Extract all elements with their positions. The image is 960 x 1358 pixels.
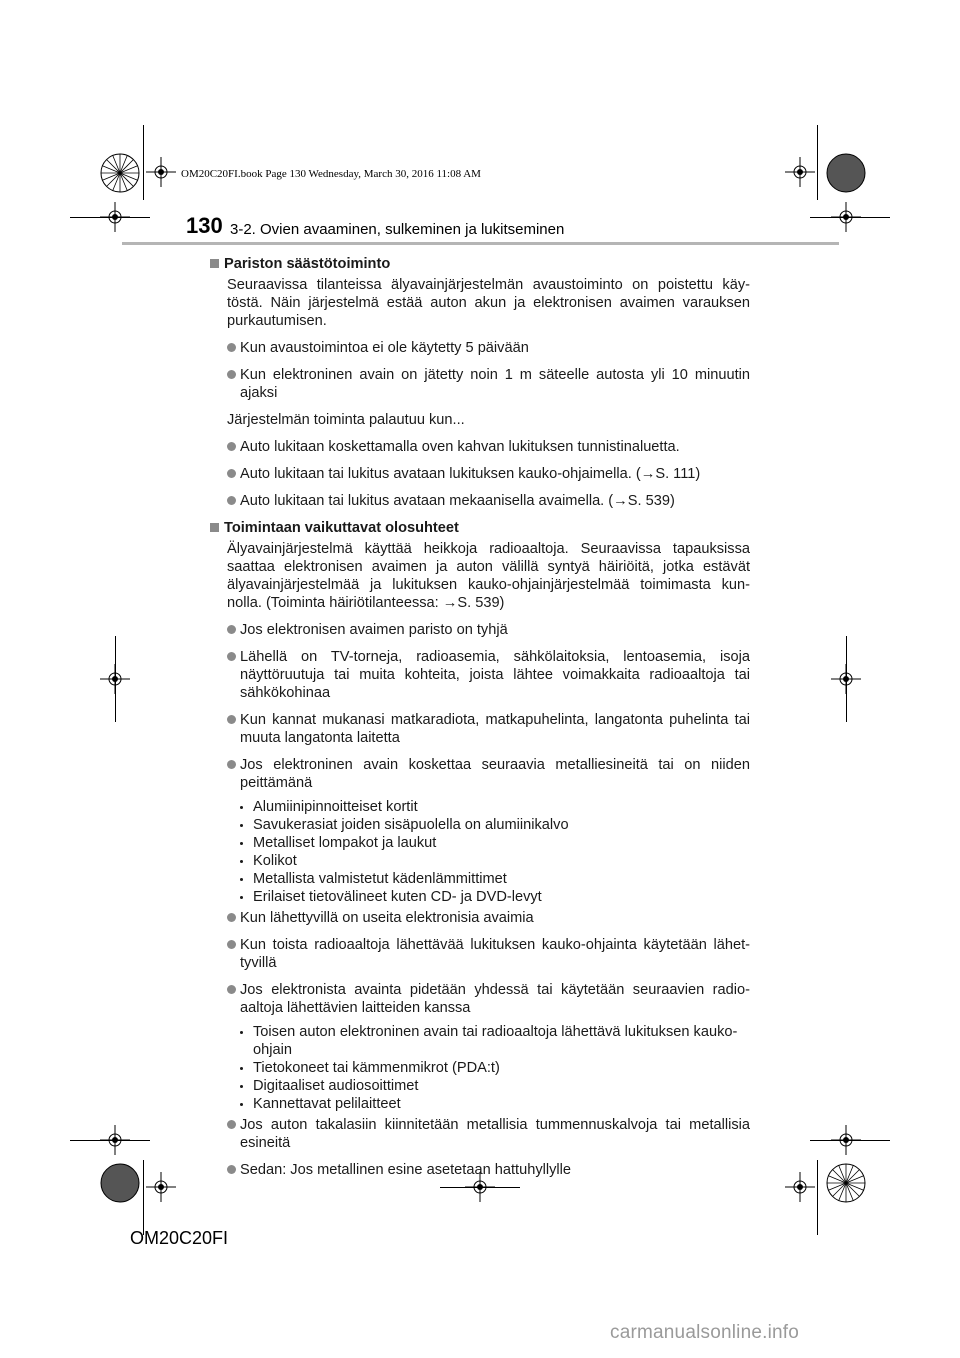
heading-operating-conditions: Toimintaan vaikuttavat olosuhteet bbox=[210, 519, 750, 537]
circle-bullet-icon bbox=[227, 469, 236, 478]
crosshair-icon bbox=[100, 1125, 130, 1155]
crop-line bbox=[143, 125, 144, 200]
crop-line bbox=[817, 1160, 818, 1235]
circle-bullet-icon bbox=[227, 940, 236, 949]
sub-list-item: Metalliset lompakot ja laukut bbox=[240, 834, 750, 852]
circle-bullet-icon bbox=[227, 715, 236, 724]
list-item: Kun toista radioaaltoja lähettävää lukituksen kauko-ohjainta käytetään lähet-tyvillä bbox=[227, 936, 750, 972]
square-bullet-icon bbox=[210, 523, 219, 532]
list-item: Auto lukitaan koskettamalla oven kahvan lukituksen tunnistinaluetta. bbox=[227, 438, 750, 456]
crosshair-icon bbox=[100, 202, 130, 232]
page-number: 130 bbox=[186, 213, 223, 238]
crosshair-icon bbox=[831, 1125, 861, 1155]
paragraph: Seuraavissa tilanteissa älyavainjärjestelmän avaustoiminto on poistettu käy-töstä. Näin järjestelmä estää auton akun ja elektronisen avaimen varauksen purkautumisen. bbox=[227, 277, 750, 329]
list-item: Jos elektronista avainta pidetään yhdessä tai käytetään seuraavien radio-aaltoja lähettävien laitteiden kanssa bbox=[227, 981, 750, 1017]
list-item: Lähellä on TV-torneja, radioasemia, sähkölaitoksia, lentoasemia, isoja näyttöruutuja tai muita kohteita, joista lähtee voimakkaita radioaaltoja tai sähkökohinaa bbox=[227, 648, 750, 702]
list-item: Jos elektroninen avain koskettaa seuraavia metalliesineitä tai on niiden peittämänä bbox=[227, 756, 750, 792]
section-title: 3-2. Ovien avaaminen, sulkeminen ja lukitseminen bbox=[230, 221, 565, 238]
circle-bullet-icon bbox=[227, 442, 236, 451]
heading-battery-saver: Pariston säästötoiminto bbox=[210, 255, 750, 273]
sub-list-item: Metallista valmistetut kädenlämmittimet bbox=[240, 870, 750, 888]
crosshair-icon bbox=[146, 157, 176, 187]
circle-bullet-icon bbox=[227, 985, 236, 994]
sub-list-item: Kolikot bbox=[240, 852, 750, 870]
rosette-icon bbox=[826, 153, 866, 193]
sub-list-item: Tietokoneet tai kämmenmikrot (PDA:t) bbox=[240, 1059, 750, 1077]
circle-bullet-icon bbox=[227, 652, 236, 661]
paragraph: Älyavainjärjestelmä käyttää heikkoja radioaaltoja. Seuraavissa tapauksissa saattaa elektronisen avaimen ja auton välillä syntyä häiriöitä, jotka estävät älyavainjärjestelmää ja lukituksen kauko-ohjainjärjestelmää toimimasta kun-nolla. (Toiminta häiriötilanteessa: →S. 539) bbox=[227, 541, 750, 611]
circle-bullet-icon bbox=[227, 1120, 236, 1129]
page-content bbox=[210, 255, 750, 1188]
circle-bullet-icon bbox=[227, 760, 236, 769]
watermark: carmanualsonline.info bbox=[610, 1322, 800, 1343]
crosshair-icon bbox=[831, 202, 861, 232]
list-item: Kun lähettyvillä on useita elektronisia avaimia bbox=[227, 909, 750, 927]
sub-list-item: Savukerasiat joiden sisäpuolella on alumiinikalvo bbox=[240, 816, 750, 834]
paragraph: Järjestelmän toiminta palautuu kun... bbox=[227, 412, 465, 428]
circle-bullet-icon bbox=[227, 625, 236, 634]
rosette-icon bbox=[100, 1163, 140, 1203]
circle-bullet-icon bbox=[227, 496, 236, 505]
sub-list-item: Digitaaliset audiosoittimet bbox=[240, 1077, 750, 1095]
sub-list-item: Toisen auton elektroninen avain tai radioaaltoja lähettävä lukituksen kauko-ohjain bbox=[240, 1023, 750, 1059]
list-item: Sedan: Jos metallinen esine asetetaan hattuhyllylle bbox=[227, 1161, 750, 1179]
print-info-line: OM20C20FI.book Page 130 Wednesday, March 30, 2016 11:08 AM bbox=[181, 168, 481, 180]
rosette-icon bbox=[100, 153, 140, 193]
list-item: Kun kannat mukanasi matkaradiota, matkapuhelinta, langatonta puhelinta tai muuta langatonta laitetta bbox=[227, 711, 750, 747]
circle-bullet-icon bbox=[227, 343, 236, 352]
list-item: Auto lukitaan tai lukitus avataan lukituksen kauko-ohjaimella. (→S. 111) bbox=[227, 465, 750, 483]
circle-bullet-icon bbox=[227, 370, 236, 379]
list-item: Kun elektroninen avain on jätetty noin 1 m säteelle autosta yli 10 minuutin ajaksi bbox=[227, 366, 750, 402]
list-item: Auto lukitaan tai lukitus avataan mekaanisella avaimella. (→S. 539) bbox=[227, 492, 750, 510]
rosette-icon bbox=[826, 1163, 866, 1203]
sub-list-item: Alumiinipinnoitteiset kortit bbox=[240, 798, 750, 816]
crop-line bbox=[143, 1160, 144, 1235]
crosshair-icon bbox=[785, 1172, 815, 1202]
header-rule bbox=[122, 242, 839, 245]
footer-code: OM20C20FI bbox=[130, 1228, 229, 1248]
circle-bullet-icon bbox=[227, 1165, 236, 1174]
crosshair-icon bbox=[146, 1172, 176, 1202]
list-item: Jos elektronisen avaimen paristo on tyhjä bbox=[227, 621, 750, 639]
list-item: Kun avaustoimintoa ei ole käytetty 5 päivään bbox=[227, 339, 750, 357]
list-item: Jos auton takalasiin kiinnitetään metallisia tummennuskalvoja tai metallisia esineitä bbox=[227, 1116, 750, 1152]
crop-line bbox=[817, 125, 818, 200]
sub-list bbox=[240, 1023, 750, 1113]
circle-bullet-icon bbox=[227, 913, 236, 922]
square-bullet-icon bbox=[210, 259, 219, 268]
sub-list-item: Erilaiset tietovälineet kuten CD- ja DVD-levyt bbox=[240, 888, 750, 906]
crosshair-icon bbox=[785, 157, 815, 187]
crop-line bbox=[846, 636, 847, 722]
crop-line bbox=[115, 636, 116, 722]
sub-list-item: Kannettavat pelilaitteet bbox=[240, 1095, 750, 1113]
sub-list bbox=[240, 798, 750, 906]
